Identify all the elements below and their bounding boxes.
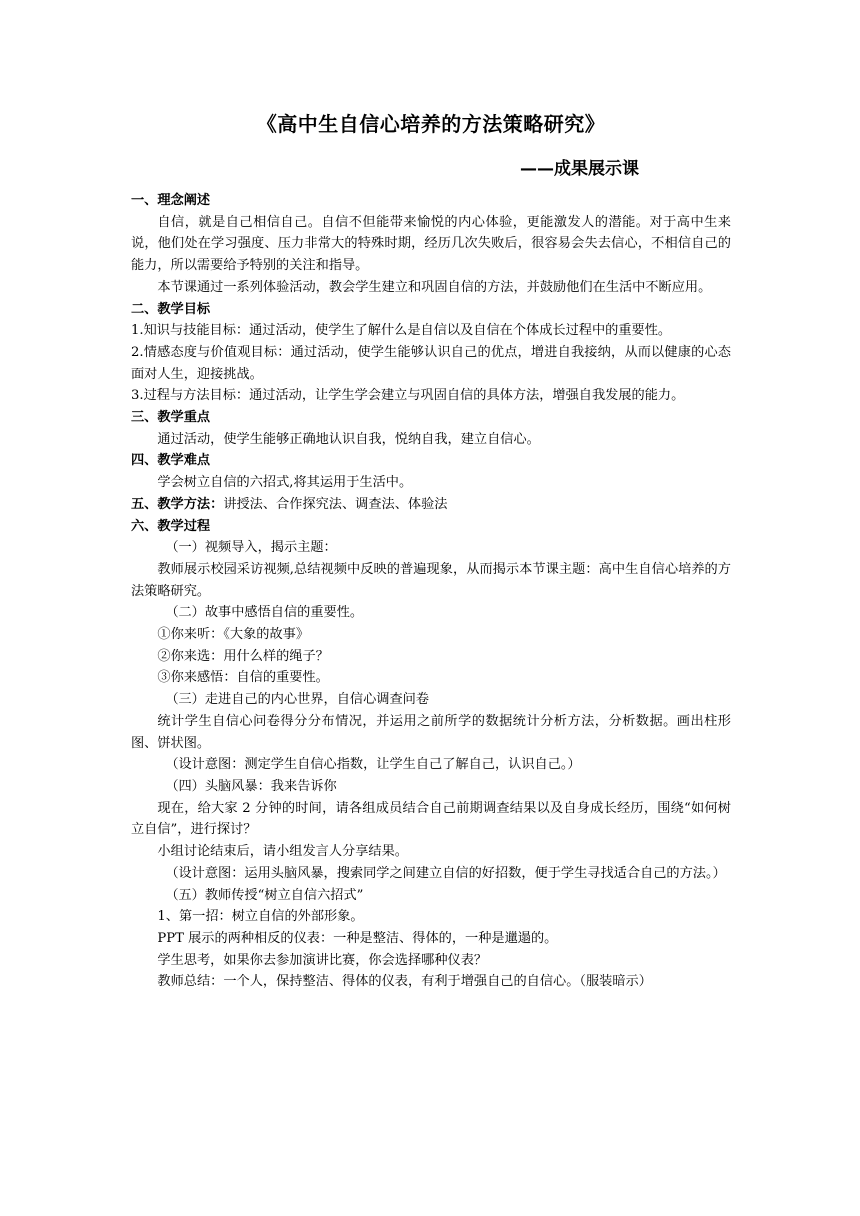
process-line: 现在，给大家 2 分钟的时间，请各组成员结合自己前期调查结果以及自身成长经历，围绕“如何树立自信”，进行探讨？ [131,800,731,838]
paragraph: 自信，就是自己相信自己。自信不但能带来愉悦的内心体验，更能激发人的潜能。对于高中生来说，他们处在学习强度、压力非常大的特殊时期，经历几次失败后，很容易会失去信心，不相信自己的能力，所以需要给予特别的关注和指导。 [131,214,731,274]
process-line: （一）视频导入，揭示主题： [165,540,337,556]
section-heading-4: 四、教学难点 [131,453,211,469]
goal-item: 1.知识与技能目标：通过活动，使学生了解什么是自信以及自信在个体成长过程中的重要性。 [131,323,672,339]
process-line: ①你来听：《大象的故事》 [157,627,310,643]
process-list [131,537,731,993]
section-5-line [131,494,731,516]
section-heading-5: 五、教学方法： [131,496,224,512]
process-line: （五）教师传授“树立自信六招式” [165,887,364,903]
process-line: （三）走进自己的内心世界，自信心调查问卷 [165,692,430,708]
process-line: 教师总结：一个人，保持整洁、得体的仪表，有利于增强自己的自信心。（服装暗示） [157,974,652,990]
process-line: 小组讨论结束后，请小组发言人分享结果。 [157,844,408,860]
process-line: PPT 展示的两种相反的仪表：一种是整洁、得体的，一种是邋遢的。 [157,930,558,946]
process-line: （设计意图：测定学生自信心指数，让学生自己了解自己，认识自己。） [165,757,581,773]
paragraph: 通过活动，使学生能够正确地认识自我，悦纳自我，建立自信心。 [157,431,540,447]
section-heading-1: 一、理念阐述 [131,193,211,208]
process-line: ②你来选：用什么样的绳子？ [157,648,329,664]
process-line: 学生思考，如果你去参加演讲比赛，你会选择哪种仪表？ [157,952,488,968]
document-body [131,190,731,993]
section-heading-2: 二、教学目标 [131,301,211,317]
teaching-methods: 讲授法、合作探究法、调查法、体验法 [223,496,448,512]
section-heading-3: 三、教学重点 [131,410,211,426]
section-heading-6: 六、教学过程 [131,518,211,534]
process-line: 1、第一招：树立自信的外部形象。 [157,909,364,925]
document-subtitle: ——成果展示课 [520,159,639,179]
document-page [131,110,731,993]
paragraph: 本节课通过一系列体验活动，教会学生建立和巩固自信的方法，并鼓励他们在生活中不断应用。 [157,279,712,295]
process-line: （设计意图：运用头脑风暴，搜索同学之间建立自信的好招数，便于学生寻找适合自己的方法。） [165,865,726,881]
process-line: （二）故事中感悟自信的重要性。 [165,605,364,621]
process-line: 统计学生自信心问卷得分分布情况，并运用之前所学的数据统计分析方法，分析数据。画出柱形图、饼状图。 [131,713,731,751]
process-line: （四）头脑风暴：我来告诉你 [165,778,337,794]
goal-item: 3.过程与方法目标：通过活动，让学生学会建立与巩固自信的具体方法，增强自我发展的能力。 [131,388,685,404]
paragraph: 学会树立自信的六招式,将其运用于生活中。 [157,475,413,491]
process-line: 教师展示校园采访视频,总结视频中反映的普遍现象，从而揭示本节课主题：高中生自信心培养的方法策略研究。 [131,561,731,599]
goal-item: 2.情感态度与价值观目标：通过活动，使学生能够认识自己的优点，增进自我接纳，从而以健康的心态面对人生，迎接挑战。 [131,344,731,382]
document-title: 《高中生自信心培养的方法策略研究》 [256,112,606,136]
process-line: ③你来感悟：自信的重要性。 [157,670,329,686]
